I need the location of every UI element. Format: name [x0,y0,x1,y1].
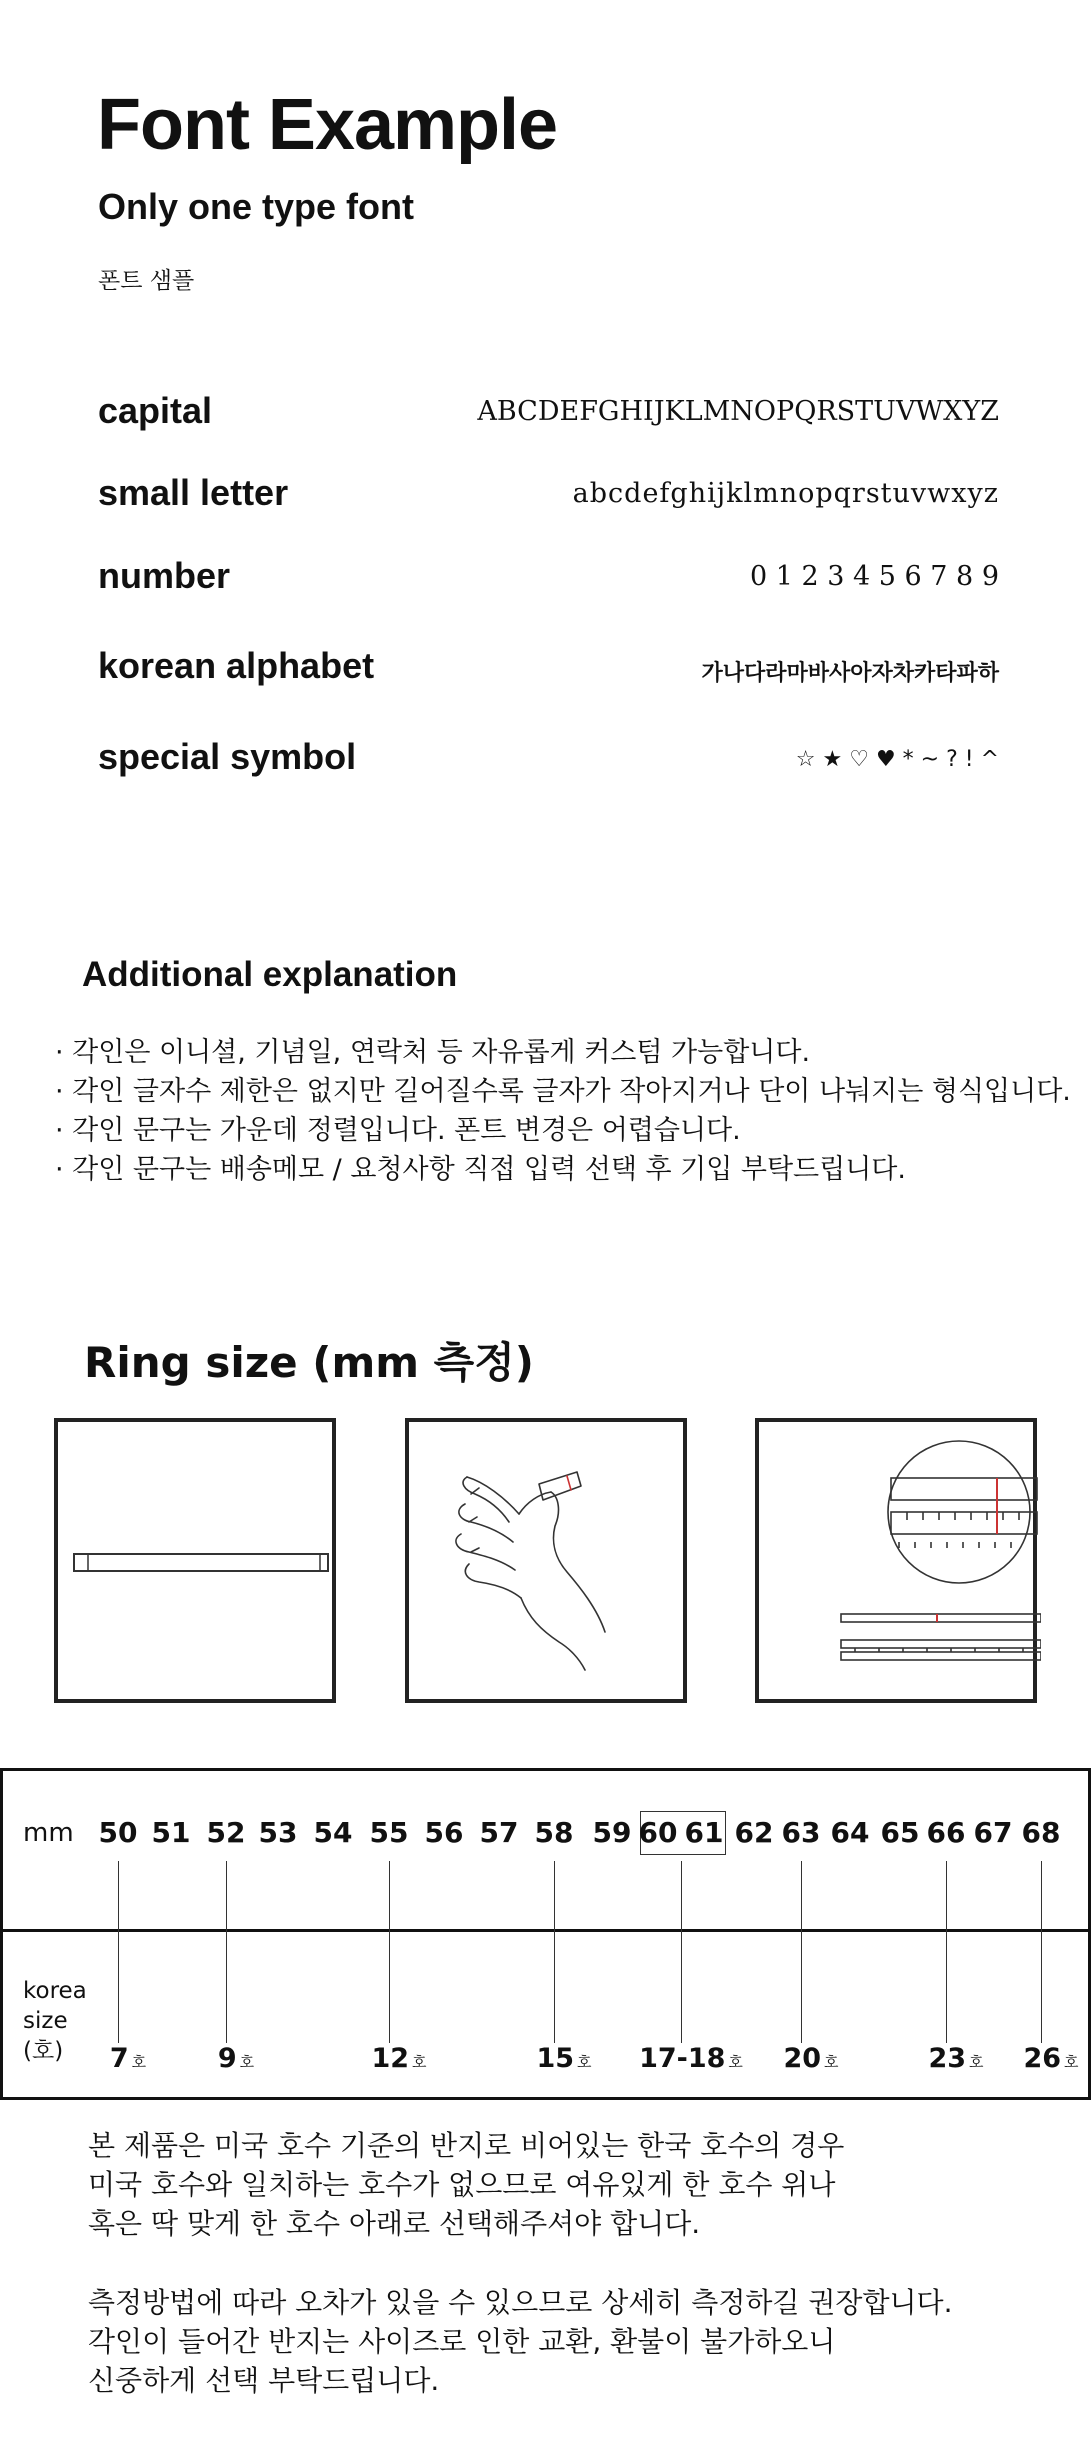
note-line: 혹은 딱 맞게 한 호수 아래로 선택해주셔야 합니다. [88,2207,701,2240]
ring-size-heading: Ring size (mm 측정) [84,1338,534,1387]
mm-value-65: 65 [880,1816,920,1849]
explanation-bullet: · 각인은 이니셜, 기념일, 연락처 등 자유롭게 커스텀 가능합니다. [55,1037,811,1068]
font-row-label-special: special symbol [98,736,357,777]
korea-size-26: 26 호 [1023,2043,1079,2074]
note-line: 신중하게 선택 부탁드립니다. [88,2364,440,2397]
size-tick-line [1041,1861,1042,2043]
additional-heading: Additional explanation [82,955,458,994]
page-subtitle: Only one type font [98,186,415,227]
mm-label: mm [23,1818,74,1848]
ruler-measure-icon [759,1422,1041,1707]
mm-value-55: 55 [369,1816,409,1849]
size-tick-line [226,1861,227,2043]
font-row-label-number: number [98,555,231,596]
note-line: 미국 호수와 일치하는 호수가 없으므로 여유있게 한 호수 위나 [88,2168,836,2201]
font-row-label-small-letter: small letter [98,472,289,513]
korea-size-23: 23 호 [928,2043,984,2074]
explanation-bullet: · 각인 문구는 배송메모 / 요청사항 직접 입력 선택 후 기입 부탁드립니다. [55,1154,906,1185]
mm-value-61: 61 [684,1816,724,1849]
korea-size-label: korea size (호) [23,1978,87,2064]
mm-value-51: 51 [151,1816,191,1849]
size-tick-line [118,1861,119,2043]
mm-value-64: 64 [830,1816,870,1849]
mm-value-59: 59 [592,1816,632,1849]
page-title: Font Example [97,85,558,165]
font-row-value-special: ☆ ★ ♡ ♥ * ~ ? ! ^ [795,747,999,772]
mm-value-52: 52 [206,1816,246,1849]
note-line: 본 제품은 미국 호수 기준의 반지로 비어있는 한국 호수의 경우 [88,2129,845,2162]
font-row-label-capital: capital [98,390,213,431]
mm-value-68: 68 [1021,1816,1061,1849]
hand-wrap-icon [409,1422,691,1707]
font-row-value-small-letter: abcdefghijklmnopqrstuvwxyz [572,478,999,509]
size-tick-line [389,1861,390,2043]
mm-value-56: 56 [424,1816,464,1849]
size-tick-line [681,1861,682,2043]
korea-size-7: 7 호 [109,2043,147,2074]
measure-step-1 [54,1418,336,1703]
mm-value-66: 66 [926,1816,966,1849]
font-row-value-korean: 가나다라마바사아자차카타파하 [701,661,999,686]
korea-size-17-18: 17-18 호 [639,2043,743,2074]
font-row-value-capital: ABCDEFGHIJKLMNOPQRSTUVWXYZ [477,396,999,427]
note-line: 각인이 들어간 반지는 사이즈로 인한 교환, 환불이 불가하오니 [88,2325,836,2358]
size-conversion-table [0,1768,1091,2100]
font-row-value-number: 0 1 2 3 4 5 6 7 8 9 [749,561,999,592]
mm-value-53: 53 [258,1816,298,1849]
size-tick-line [946,1861,947,2043]
korea-size-20: 20 호 [783,2043,839,2074]
mm-value-60: 60 [638,1816,678,1849]
mm-value-63: 63 [781,1816,821,1849]
measure-step-2 [405,1418,687,1703]
korea-size-12: 12 호 [371,2043,427,2074]
explanation-bullet: · 각인 문구는 가운데 정렬입니다. 폰트 변경은 어렵습니다. [55,1115,741,1146]
paper-strip-icon [58,1422,340,1707]
size-tick-line [554,1861,555,2043]
note-line: 측정방법에 따라 오차가 있을 수 있으므로 상세히 측정하길 권장합니다. [88,2286,953,2319]
mm-value-54: 54 [313,1816,353,1849]
measure-step-3 [755,1418,1037,1703]
explanation-bullet: · 각인 글자수 제한은 없지만 길어질수록 글자가 작아지거나 단이 나눠지는 형식입니다. [55,1076,1071,1107]
mm-value-67: 67 [973,1816,1013,1849]
mm-value-62: 62 [734,1816,774,1849]
table-divider [3,1929,1088,1932]
sample-label: 폰트 샘플 [98,268,195,294]
mm-value-58: 58 [534,1816,574,1849]
font-row-label-korean: korean alphabet [98,645,375,686]
korea-size-9: 9 호 [217,2043,255,2074]
mm-value-57: 57 [479,1816,519,1849]
size-tick-line [801,1861,802,2043]
mm-value-50: 50 [98,1816,138,1849]
korea-size-15: 15 호 [536,2043,592,2074]
